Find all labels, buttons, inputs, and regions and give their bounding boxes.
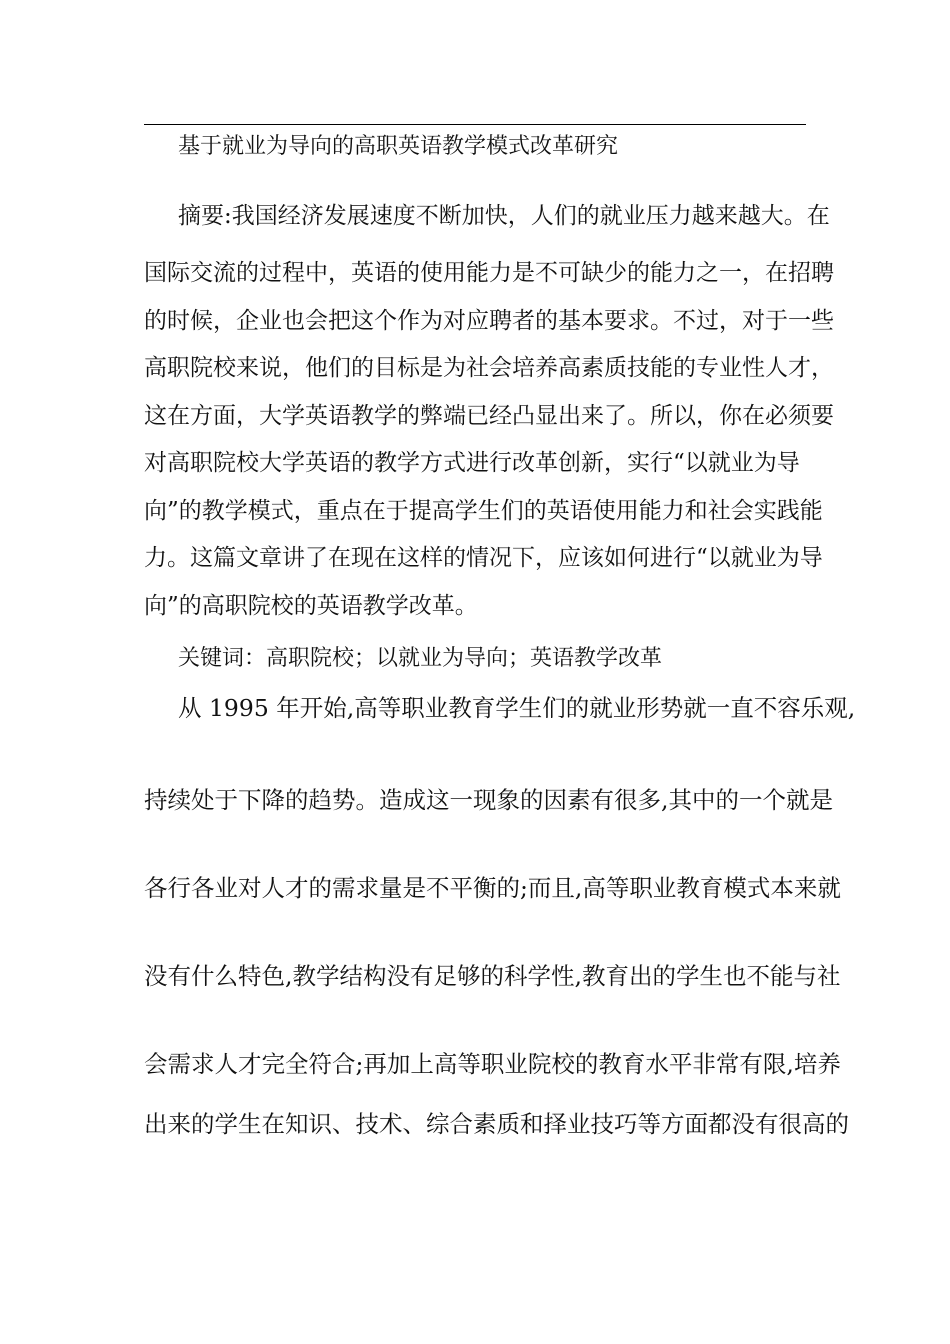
abstract-line-7: 向”的教学模式，重点在于提高学生们的英语使用能力和社会实践能 [144, 498, 823, 524]
abstract-line-8: 力。这篇文章讲了在现在这样的情况下，应该如何进行“以就业为导 [144, 545, 823, 571]
body-line-6: 出来的学生在知识、技术、综合素质和择业技巧等方面都没有很高的 [144, 1110, 849, 1138]
abstract-line-1: 摘要:我国经济发展速度不断加快，人们的就业压力越来越大。在 [178, 203, 830, 229]
abstract-line-6: 对高职院校大学英语的教学方式进行改革创新，实行“以就业为导 [144, 450, 800, 476]
abstract-line-3: 的时候，企业也会把这个作为对应聘者的基本要求。不过，对于一些 [144, 308, 834, 334]
abstract-line-5: 这在方面，大学英语教学的弊端已经凸显出来了。所以，你在必须要 [144, 403, 834, 429]
keywords-line: 关键词：高职院校；以就业为导向；英语教学改革 [178, 646, 663, 671]
abstract-line-4: 高职院校来说，他们的目标是为社会培养高素质技能的专业性人才， [144, 355, 834, 381]
abstract-line-9: 向”的高职院校的英语教学改革。 [144, 593, 478, 619]
body-line-3: 各行各业对人才的需求量是不平衡的;而且,高等职业教育模式本来就 [144, 874, 841, 902]
body-line-2: 持续处于下降的趋势。造成这一现象的因素有很多,其中的一个就是 [144, 786, 833, 814]
body-line-5: 会需求人才完全符合;再加上高等职业院校的教育水平非常有限,培养 [144, 1050, 841, 1078]
header-rule [144, 124, 806, 125]
abstract-line-2: 国际交流的过程中，英语的使用能力是不可缺少的能力之一，在招聘 [144, 260, 834, 286]
document-title: 基于就业为导向的高职英语教学模式改革研究 [178, 134, 619, 159]
body-line-4: 没有什么特色,教学结构没有足够的科学性,教育出的学生也不能与社 [144, 962, 841, 990]
body-line-1: 从 1995 年开始,高等职业教育学生们的就业形势就一直不容乐观, [178, 694, 856, 722]
